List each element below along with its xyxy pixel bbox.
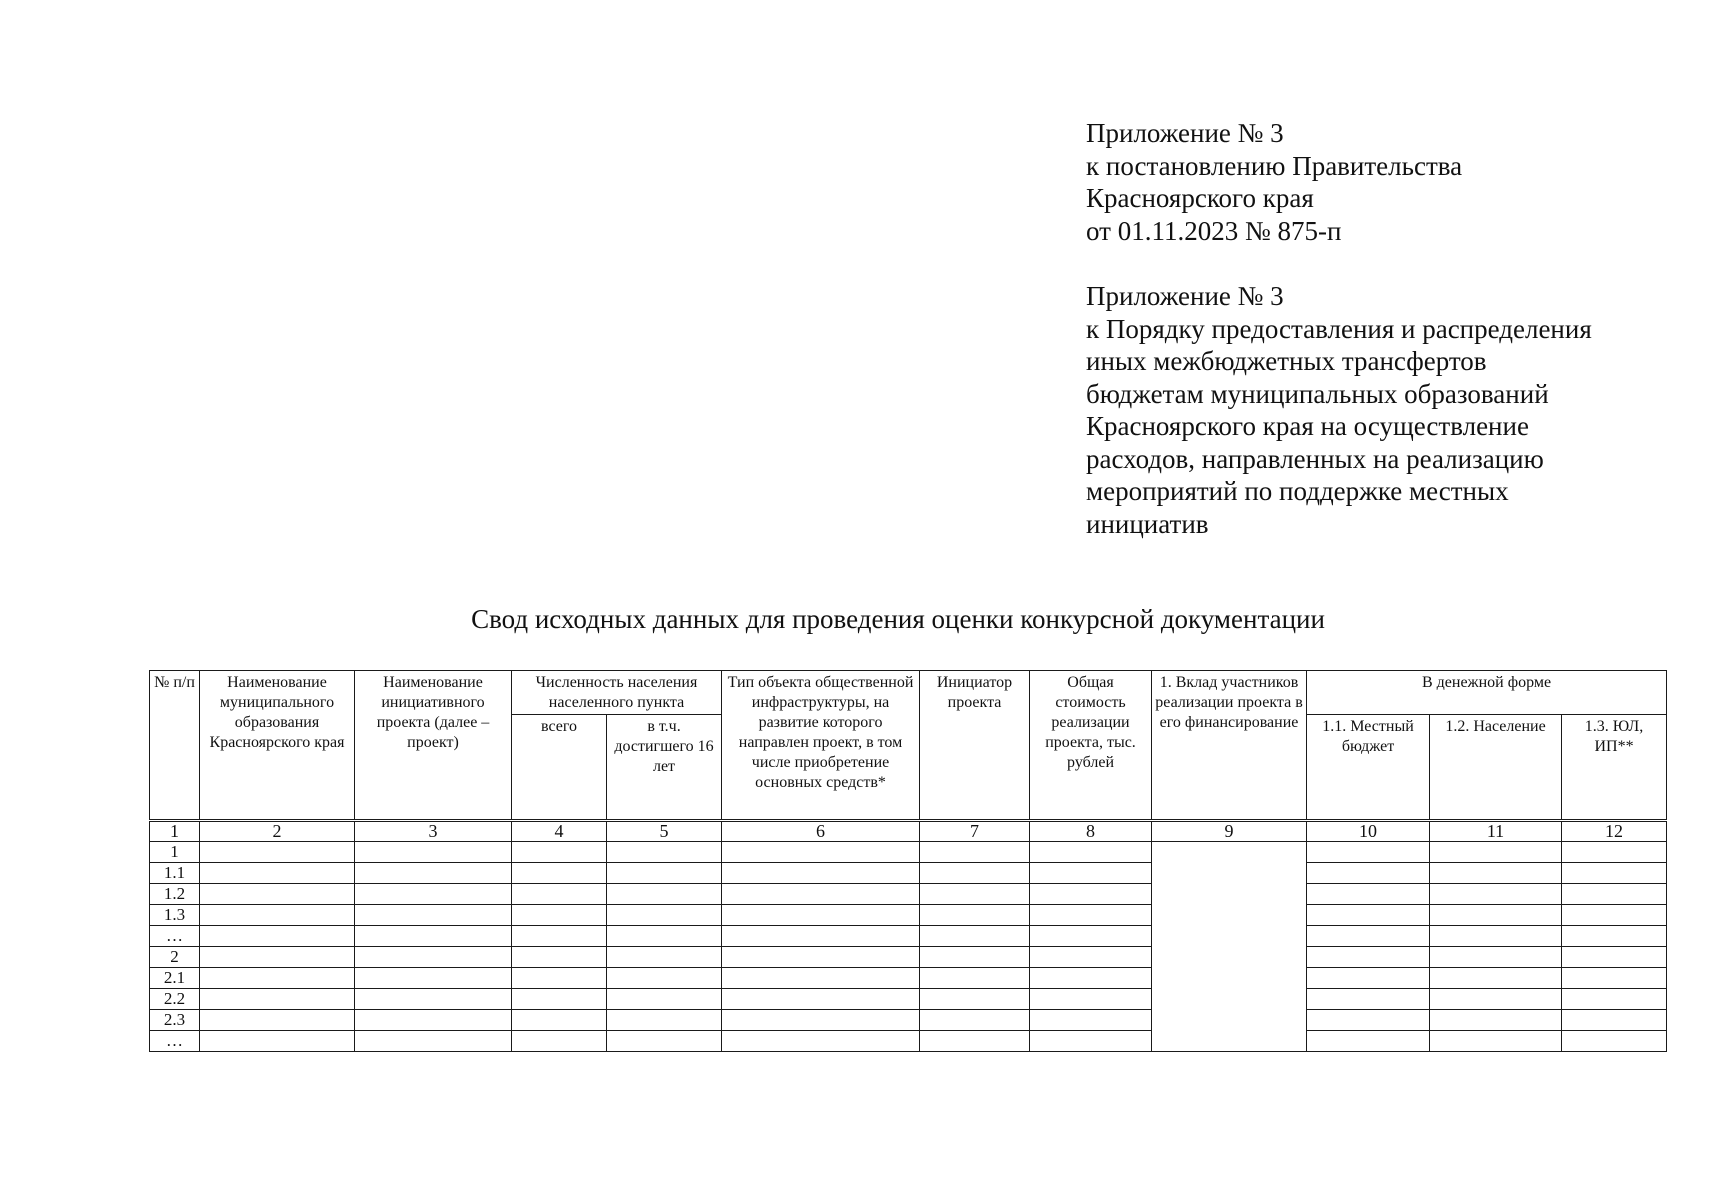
appendix-line: бюджетам муниципальных образований [1086, 378, 1549, 409]
table-row [150, 863, 1667, 884]
table-cell[interactable] [1030, 947, 1152, 968]
appendix-line: иных межбюджетных трансфертов [1086, 346, 1487, 376]
row-label: 2.1 [150, 968, 200, 989]
table-cell[interactable] [512, 926, 607, 947]
table-cell[interactable] [200, 1031, 355, 1052]
header-total-cost: Общая стоимость реализации проекта, тыс. рублей [1030, 671, 1152, 821]
appendix-line: к постановлению Правительства [1086, 150, 1463, 181]
table-row [150, 884, 1667, 905]
appendix-header-procedure [1086, 280, 1592, 540]
table-cell[interactable] [1430, 884, 1562, 905]
row-label: 2 [150, 947, 200, 968]
table-row [150, 926, 1667, 947]
table-cell[interactable] [920, 884, 1030, 905]
row-label: 2.3 [150, 1010, 200, 1031]
table-cell[interactable] [607, 926, 722, 947]
column-number: 8 [1030, 821, 1152, 842]
table-cell[interactable] [1307, 968, 1430, 989]
table-cell[interactable] [722, 947, 920, 968]
source-data-table [149, 670, 1667, 1052]
header-monetary-form: В денежной форме [1307, 671, 1667, 715]
table-cell[interactable] [1307, 905, 1430, 926]
table-cell[interactable] [1030, 1031, 1152, 1052]
row-label: 2.2 [150, 989, 200, 1010]
table-cell[interactable] [1562, 989, 1667, 1010]
table-row [150, 842, 1667, 863]
table-cell[interactable] [920, 842, 1030, 863]
table-cell[interactable] [512, 842, 607, 863]
table-cell[interactable] [722, 884, 920, 905]
table-cell[interactable] [920, 905, 1030, 926]
table-cell[interactable] [1030, 1010, 1152, 1031]
table-cell[interactable] [1307, 1031, 1430, 1052]
table-cell[interactable] [1030, 863, 1152, 884]
table-cell[interactable] [200, 968, 355, 989]
column-number: 9 [1152, 821, 1307, 842]
table-cell[interactable] [607, 1031, 722, 1052]
table-cell[interactable] [1562, 947, 1667, 968]
table-cell[interactable] [722, 1010, 920, 1031]
row-label: 1 [150, 842, 200, 863]
column-number: 4 [512, 821, 607, 842]
table-cell[interactable] [1030, 842, 1152, 863]
table-row [150, 968, 1667, 989]
table-cell[interactable] [607, 884, 722, 905]
column-number: 7 [920, 821, 1030, 842]
table-cell[interactable] [920, 1031, 1030, 1052]
table-cell[interactable] [355, 884, 512, 905]
table-cell[interactable] [355, 989, 512, 1010]
table-cell[interactable] [1030, 989, 1152, 1010]
table-cell[interactable] [722, 989, 920, 1010]
column-number: 3 [355, 821, 512, 842]
table-cell[interactable] [355, 1010, 512, 1031]
header-initiator: Инициатор проекта [920, 671, 1030, 821]
table-cell[interactable] [1030, 968, 1152, 989]
column-number: 2 [200, 821, 355, 842]
appendix-line: к Порядку предоставления и распределения [1086, 313, 1592, 344]
table-cell[interactable] [355, 842, 512, 863]
appendix-header-government-decree [1086, 117, 1462, 247]
table-cell[interactable] [920, 926, 1030, 947]
table-cell[interactable] [512, 863, 607, 884]
table-cell[interactable] [512, 884, 607, 905]
table-cell[interactable] [200, 947, 355, 968]
table-cell[interactable] [920, 863, 1030, 884]
table-cell[interactable] [200, 989, 355, 1010]
table-cell[interactable] [1430, 989, 1562, 1010]
appendix-line: Приложение № 3 [1086, 281, 1284, 311]
table-cell[interactable] [1307, 863, 1430, 884]
table-cell[interactable] [1307, 989, 1430, 1010]
table-cell[interactable] [1430, 1031, 1562, 1052]
table-cell[interactable] [722, 926, 920, 947]
table-cell[interactable] [1307, 884, 1430, 905]
table-cell[interactable] [920, 947, 1030, 968]
table-cell[interactable] [1430, 905, 1562, 926]
table-cell[interactable] [355, 863, 512, 884]
table-cell[interactable] [512, 947, 607, 968]
header-legal-entities: 1.3. ЮЛ, ИП** [1562, 715, 1667, 821]
appendix-line: мероприятий по поддержке местных [1086, 476, 1509, 506]
row-label: … [150, 1031, 200, 1052]
header-local-budget: 1.1. Местный бюджет [1307, 715, 1430, 821]
header-project-name: Наименование инициативного проекта (далее – проект) [355, 671, 512, 821]
table-cell[interactable] [1030, 884, 1152, 905]
row-label: 1.3 [150, 905, 200, 926]
header-population-total: всего [512, 715, 607, 821]
table-cell[interactable] [512, 968, 607, 989]
table-cell[interactable] [722, 905, 920, 926]
table-cell[interactable] [355, 905, 512, 926]
table-row [150, 1031, 1667, 1052]
row-label: 1.2 [150, 884, 200, 905]
table-cell[interactable] [1030, 926, 1152, 947]
table-row [150, 905, 1667, 926]
table-cell[interactable] [512, 905, 607, 926]
table-row [150, 989, 1667, 1010]
table-cell[interactable] [200, 905, 355, 926]
appendix-line: инициатив [1086, 508, 1209, 539]
appendix-line: Приложение № 3 [1086, 118, 1284, 148]
header-population: Численность населения населенного пункта [512, 671, 722, 715]
appendix-line: Красноярского края на осуществление [1086, 411, 1529, 441]
table-cell[interactable] [355, 947, 512, 968]
table-cell[interactable] [722, 968, 920, 989]
header-num: № п/п [150, 671, 200, 821]
table-cell[interactable] [722, 1031, 920, 1052]
column-number: 6 [722, 821, 920, 842]
table-cell[interactable] [607, 947, 722, 968]
table-cell[interactable] [1562, 842, 1667, 863]
table-cell[interactable] [1307, 1010, 1430, 1031]
table-cell[interactable] [920, 968, 1030, 989]
table-cell[interactable] [1430, 863, 1562, 884]
table-cell[interactable] [200, 884, 355, 905]
table-cell[interactable] [722, 842, 920, 863]
table-cell[interactable] [1030, 905, 1152, 926]
contribution-merged-cell [1152, 842, 1307, 1052]
column-number: 5 [607, 821, 722, 842]
table-cell[interactable] [607, 1010, 722, 1031]
header-population-16: в т.ч. достигшего 16 лет [607, 715, 722, 821]
table-cell[interactable] [1562, 1031, 1667, 1052]
table-cell[interactable] [1430, 947, 1562, 968]
table-cell[interactable] [355, 926, 512, 947]
table-cell[interactable] [1430, 968, 1562, 989]
table-cell[interactable] [1430, 1010, 1562, 1031]
header-contribution: 1. Вклад участников реализации проекта в его финансирование [1152, 671, 1307, 821]
row-label: 1.1 [150, 863, 200, 884]
column-number: 1 [150, 821, 200, 842]
table-cell[interactable] [920, 1010, 1030, 1031]
table-cell[interactable] [1307, 947, 1430, 968]
table-cell[interactable] [1430, 926, 1562, 947]
document-title: Свод исходных данных для проведения оценки конкурсной документации [471, 604, 1325, 634]
table-row [150, 1010, 1667, 1031]
table-cell[interactable] [607, 863, 722, 884]
table-cell[interactable] [607, 905, 722, 926]
appendix-line: Красноярского края [1086, 183, 1314, 213]
table-cell[interactable] [1307, 842, 1430, 863]
table-cell[interactable] [200, 926, 355, 947]
table-cell[interactable] [512, 1031, 607, 1052]
table-cell[interactable] [1562, 968, 1667, 989]
row-label: … [150, 926, 200, 947]
table-cell[interactable] [1562, 1010, 1667, 1031]
table-cell[interactable] [1562, 926, 1667, 947]
table-cell[interactable] [1562, 905, 1667, 926]
column-number-row [150, 821, 1667, 842]
table-row [150, 947, 1667, 968]
appendix-line: от 01.11.2023 № 875-п [1086, 215, 1342, 246]
appendix-line: расходов, направленных на реализацию [1086, 443, 1544, 474]
table-cell[interactable] [1307, 926, 1430, 947]
table-cell[interactable] [200, 863, 355, 884]
table-cell[interactable] [355, 1031, 512, 1052]
header-population-funds: 1.2. Население [1430, 715, 1562, 821]
table-cell[interactable] [355, 968, 512, 989]
table-cell[interactable] [607, 968, 722, 989]
table-cell[interactable] [1562, 863, 1667, 884]
header-municipality: Наименование муниципального образования Красноярского края [200, 671, 355, 821]
column-number: 12 [1562, 821, 1667, 842]
table-cell[interactable] [1430, 842, 1562, 863]
header-object-type: Тип объекта общественной инфраструктуры, на развитие которого направлен проект, в том числе приобретение основных средств* [722, 671, 920, 821]
table-cell[interactable] [512, 1010, 607, 1031]
table-cell[interactable] [200, 842, 355, 863]
column-number: 10 [1307, 821, 1430, 842]
table-cell[interactable] [722, 863, 920, 884]
table-cell[interactable] [512, 989, 607, 1010]
table-cell[interactable] [920, 989, 1030, 1010]
table-cell[interactable] [607, 842, 722, 863]
table-cell[interactable] [200, 1010, 355, 1031]
table-cell[interactable] [607, 989, 722, 1010]
column-number: 11 [1430, 821, 1562, 842]
table-cell[interactable] [1562, 884, 1667, 905]
